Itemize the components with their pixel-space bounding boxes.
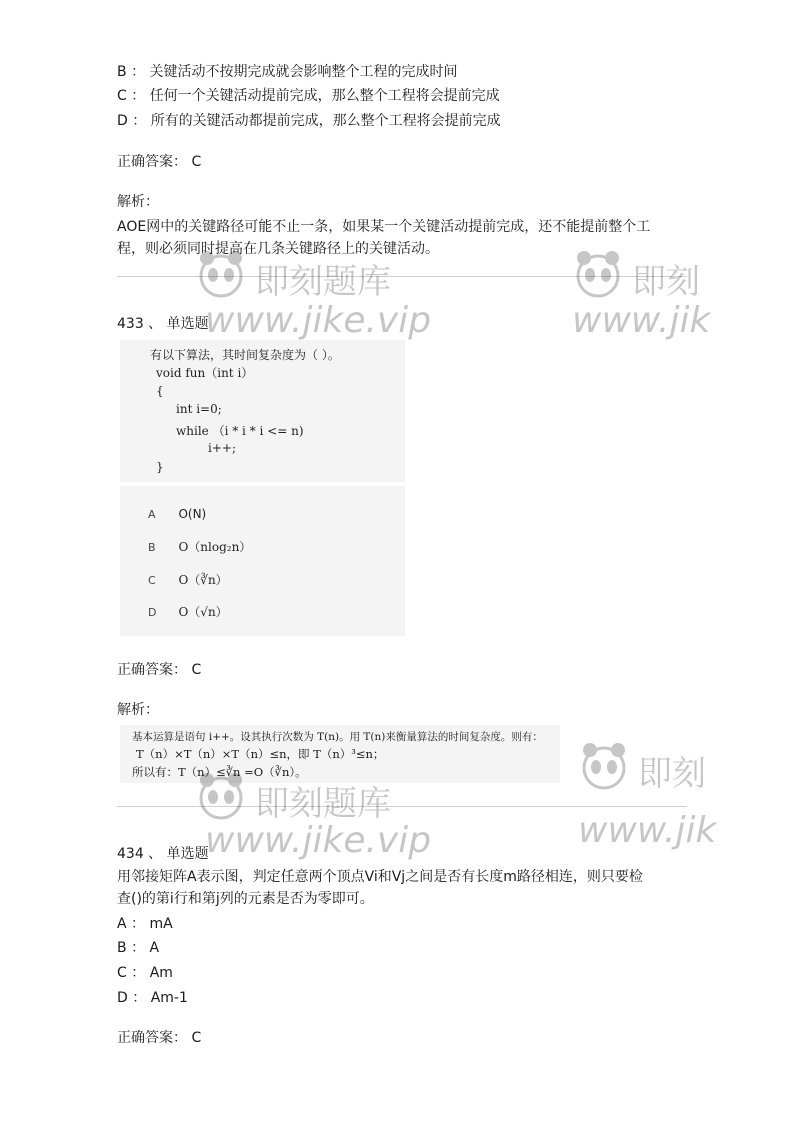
watermark-en: www.jik	[578, 810, 717, 851]
analysis-img-line: 所以有：T（n）≤∛n =O（∛n）。	[132, 765, 307, 779]
stem-line: 用邻接矩阵A表示图，判定任意两个顶点Vi和Vj之间是否有长度m路径相连，则只要检	[117, 869, 643, 885]
answer-row	[117, 660, 201, 680]
option-d	[117, 988, 188, 1008]
option-a	[117, 914, 173, 934]
option-key: D	[148, 606, 157, 619]
option-sep: ：	[131, 940, 146, 956]
watermark-cn: 即刻	[632, 262, 700, 302]
analysis-text	[117, 216, 687, 260]
section-divider	[117, 806, 687, 807]
option-text: mA	[149, 916, 173, 932]
option-sep: ：	[132, 990, 147, 1006]
answer-row	[117, 152, 201, 172]
option-key: A	[148, 508, 156, 521]
option-sep: ：	[131, 64, 146, 80]
watermark-en: www.jik	[572, 300, 711, 341]
option-key: A	[117, 916, 127, 932]
option-text: 任何一个关键活动提前完成，那么整个工程将会提前完成	[149, 88, 500, 104]
code-line: {	[156, 384, 164, 398]
answer-value: C	[191, 662, 202, 678]
answer-value: C	[191, 154, 202, 170]
code-line: while （i * i * i <= n)	[176, 424, 304, 438]
option-sep: ：	[132, 113, 147, 129]
answer-label: 正确答案：	[117, 1030, 187, 1046]
watermark-en: www.jike.vip	[205, 300, 432, 341]
analysis-label: 解析：	[117, 194, 159, 210]
watermark-cn: 即刻题库	[255, 784, 391, 824]
option-text: O（∛n）	[178, 573, 228, 587]
option-key: C	[148, 574, 156, 587]
section-divider	[117, 276, 687, 277]
image-option-b	[148, 538, 251, 555]
option-d	[117, 111, 501, 131]
option-text: Am	[149, 965, 173, 981]
option-sep: ：	[131, 88, 146, 104]
panda-logo-icon	[578, 740, 630, 792]
option-b	[117, 62, 458, 82]
options-image	[120, 486, 405, 636]
option-text: O（√n）	[178, 605, 228, 619]
option-text: 所有的关键活动都提前完成，那么整个工程将会提前完成	[150, 113, 501, 129]
analysis-image	[120, 725, 560, 783]
analysis-img-line: T（n）×T（n）×T（n）≤n，即 T（n）³≤n；	[136, 747, 385, 761]
image-option-d	[148, 603, 228, 620]
code-image	[120, 340, 405, 482]
option-key: B	[148, 541, 156, 554]
code-line: }	[156, 460, 164, 474]
watermark	[578, 740, 717, 851]
option-c	[117, 86, 500, 106]
option-text: 关键活动不按期完成就会影响整个工程的完成时间	[149, 64, 458, 80]
question-header: 433 、 单选题	[117, 316, 209, 332]
code-line: int i=0;	[176, 402, 222, 416]
answer-label: 正确答案：	[117, 662, 187, 678]
analysis-label: 解析：	[117, 702, 159, 718]
option-key: D	[117, 990, 128, 1006]
code-line: i++;	[208, 441, 236, 455]
answer-value: C	[191, 1030, 202, 1046]
watermark-en: www.jike.vip	[205, 820, 432, 861]
answer-label: 正确答案：	[117, 154, 187, 170]
question-stem	[117, 866, 687, 910]
option-b	[117, 938, 159, 958]
option-key: B	[117, 940, 127, 956]
option-key: B	[117, 64, 127, 80]
option-key: D	[117, 113, 128, 129]
analysis-img-line: 基本运算是语句 i++。设其执行次数为 T(n)。用 T(n)来衡量算法的时间复杂度。则有：	[132, 731, 543, 743]
code-prompt: 有以下算法，其时间复杂度为（ ）。	[150, 348, 340, 362]
option-sep: ：	[131, 916, 146, 932]
question-header: 434 、 单选题	[117, 846, 209, 862]
option-text: Am-1	[150, 990, 188, 1006]
option-key: C	[117, 88, 127, 104]
option-text: A	[149, 940, 160, 956]
option-c	[117, 963, 173, 983]
option-key: C	[117, 965, 127, 981]
stem-line: 查()的第i行和第j列的元素是否为零即可。	[117, 891, 374, 907]
answer-row	[117, 1028, 201, 1048]
image-option-a	[148, 506, 206, 522]
watermark-cn: 即刻题库	[255, 262, 391, 302]
analysis-line: AOE网中的关键路径可能不止一条，如果某一个关键活动提前完成，还不能提前整个工	[117, 219, 651, 235]
image-option-c	[148, 571, 228, 588]
code-line: void fun（int i）	[156, 366, 254, 380]
option-text: O（nlog₂n）	[178, 540, 252, 554]
watermark-cn: 即刻	[638, 754, 706, 794]
option-sep: ：	[131, 965, 146, 981]
option-text: O(N)	[178, 507, 207, 521]
analysis-line: 程，则必须同时提高在几条关键路径上的关键活动。	[117, 241, 439, 257]
